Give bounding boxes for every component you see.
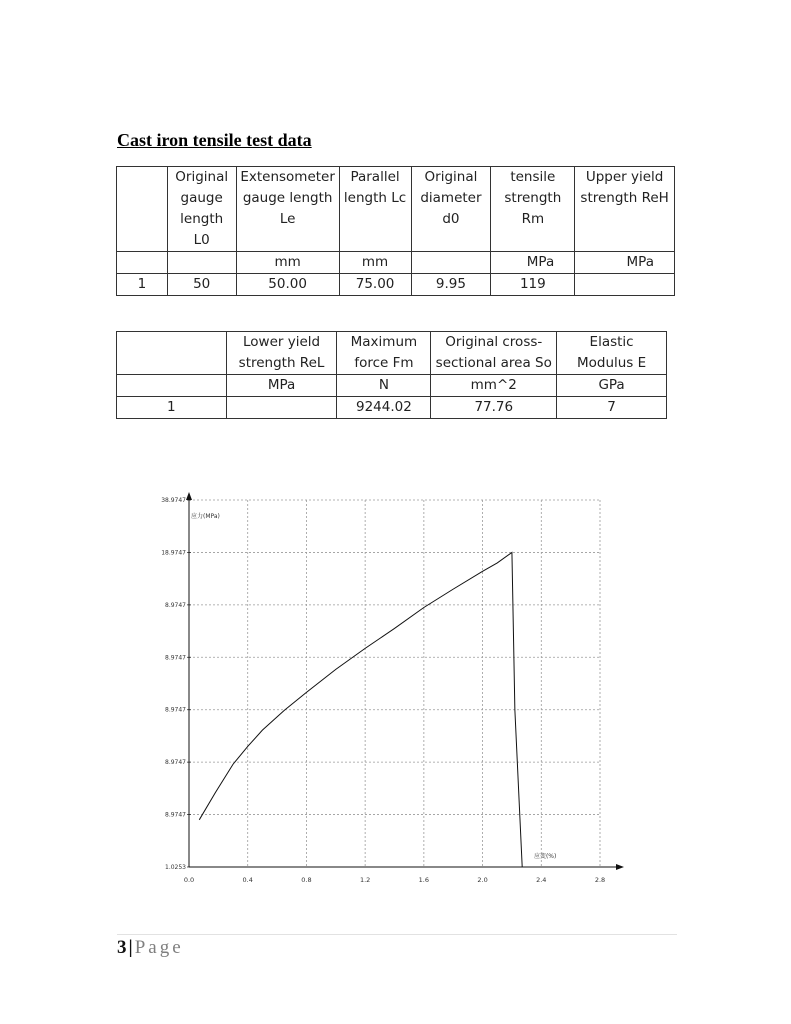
unit-cell: N [337,375,431,397]
data-cell [226,397,337,419]
x-tick-label: 2.8 [594,876,606,884]
data-cell: 9244.02 [337,397,431,419]
y-tick-label: 8.9747 [165,706,186,714]
table-header-cell: Original gauge length L0 [167,167,236,252]
stress-strain-chart [160,490,630,890]
unit-cell: MPa [226,375,337,397]
x-tick-label: 1.2 [359,876,371,884]
data-cell: 9.95 [411,274,491,296]
unit-cell: mm^2 [431,375,557,397]
chart-grid [189,500,600,867]
unit-cell [117,252,168,274]
data-cell: 75.00 [339,274,411,296]
unit-cell: MPa [575,252,675,274]
data-cell [575,274,675,296]
table-header-cell [117,332,227,375]
x-tick-label: 2.0 [477,876,488,884]
x-axis-title: 应变(%) [533,853,557,860]
x-axis-arrow [616,864,624,870]
x-tick-label: 0.4 [242,876,253,884]
y-tick-label: 38.9747 [161,497,186,504]
data-cell: 119 [491,274,575,296]
table-header-cell: Upper yield strength ReH [575,167,675,252]
data-cell: 1 [117,397,227,419]
y-tick-label: 18.9747 [161,549,186,557]
table-header-cell: Original diameter d0 [411,167,491,252]
table-header-cell: Lower yield strength ReL [226,332,337,375]
unit-cell: MPa [491,252,575,274]
data-cell: 50 [167,274,236,296]
data-cell: 1 [117,274,168,296]
unit-cell [167,252,236,274]
data-cell: 50.00 [236,274,339,296]
table-header-cell: Elastic Modulus E [557,332,667,375]
table-row [117,397,667,419]
unit-cell: mm [236,252,339,274]
y-tick-label: 8.9747 [165,759,186,767]
tensile-data-table-2 [116,331,667,419]
y-tick-label: 8.9747 [165,601,186,609]
table-header-cell: tensile strength Rm [491,167,575,252]
table-units-row [117,252,675,274]
table-header-cell [117,167,168,252]
page-label: Page [134,937,184,958]
y-tick-label: 1.0253 [165,864,186,871]
unit-cell [117,375,227,397]
unit-cell: GPa [557,375,667,397]
table-header-row [117,332,667,375]
x-tick-label: 2.4 [536,876,547,884]
page-footer [117,937,184,959]
table-header-cell: Extensometer gauge length Le [236,167,339,252]
y-tick-label: 8.9747 [165,654,186,662]
data-cell: 7 [557,397,667,419]
y-axis-arrow [186,492,192,500]
unit-cell [411,252,491,274]
table-units-row [117,375,667,397]
footer-divider [117,934,677,935]
table-header-cell: Maximum force Fm [337,332,431,375]
table-header-cell: Parallel length Lc [339,167,411,252]
data-cell: 77.76 [431,397,557,419]
table-header-cell: Original cross-sectional area So [431,332,557,375]
y-axis-title: 应力(MPa) [191,513,220,520]
x-tick-label: 0.0 [183,876,195,884]
page-number: 3 [117,937,127,958]
page-title: Cast iron tensile test data [117,130,312,150]
footer-separator: | [128,937,133,958]
chart-axes [186,492,624,870]
y-tick-label: 8.9747 [165,811,186,819]
x-tick-label: 1.6 [418,876,430,884]
unit-cell: mm [339,252,411,274]
tensile-data-table-1 [116,166,675,296]
table-header-row [117,167,675,252]
x-tick-label: 0.8 [301,876,312,884]
chart-labels [161,497,605,884]
table-row [117,274,675,296]
